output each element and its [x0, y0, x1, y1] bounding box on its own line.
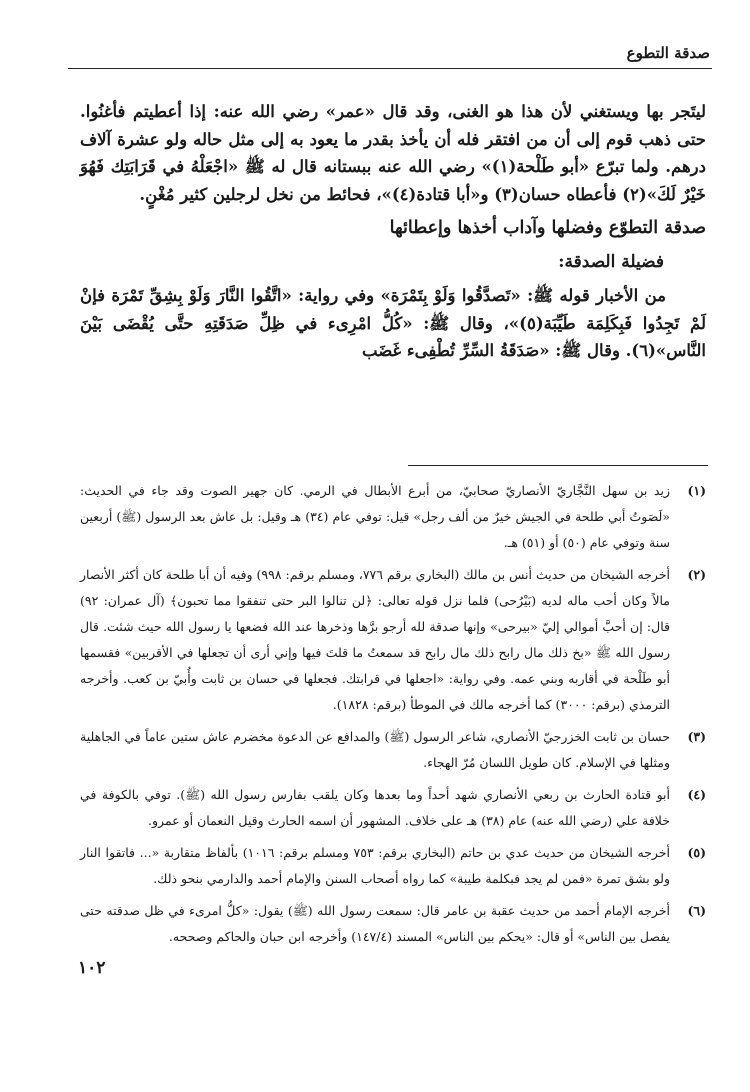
footnote-text: أخرجه الشيخان من حديث أنس بن مالك (البخاري برقم ٧٧٦، ومسلم برقم: ٩٩٨) وفيه أن أبا طلحة كان أكثر الأنصار مالاً وكان أحب ماله لديه (بَيْرُحى) فلما نزل قوله تعالى: ﴿لن تنالوا البر حتى تنفقوا مما تحبون﴾ (آل عمران: ٩٢) قال: إن أحبَّ أموالي إليّ «بيرحى» وإنها صدقة لله أرجو برَّها وذخرها عند الله فضعها يا رسول الله حيث شئت. قال رسول الله ﷺ «بخ ذلك مال رابح ذلك مال رابح قد سمعتُ ما قلتَ فيها وإني أرى أن تجعلها في الأقربين» فقسمها أبو طَلْحة في أقاربه وبني عمه. وفي رواية: «اجعلها في قرابتك. فجعلها في حسان بن ثابت وأُبيّ بن كعب. وأخرجه الترمذي (برقم: ٣٠٠٠) كما أخرجه مالك في الموطأ (برقم: ١٨٢٨).: [80, 567, 670, 712]
main-text: [80, 98, 706, 365]
footnote-number: (٥): [687, 845, 706, 860]
footnote-number: (١): [687, 483, 706, 498]
running-head: صدقة التطوع: [626, 44, 710, 62]
footnote-number: (٣): [687, 729, 706, 744]
footnote-number: (٦): [687, 903, 706, 918]
footnote-text: أخرجه الإمام أحمد من حديث عقبة بن عامر قال: سمعت رسول الله (ﷺ) يقول: «كلُّ امرىء في ظل صدقته حتى يفصل بين الناس» أو قال: «يحكم بين الناس» المسند (١٤٧/٤) وأخرجه ابن حبان والحاكم وصححه.: [80, 903, 670, 944]
footnote-number: (٢): [687, 567, 706, 582]
footnote: [80, 840, 706, 892]
footnote-rule: [408, 465, 708, 466]
intro-paragraph: ليتَجر بها ويستغني لأن هذا هو الغنى، وقد قال «عمر» رضي الله عنه: إذا أعطيتم فأغنُوا. حتى ذهب قوم إلى أن من افتقر فله أن يأخذ بقدر ما يعود به إلى مثل حاله ولو عشرة آلاف درهم. ولما تبرّع «أبو طَلْحة(١)» رضي الله عنه ببستانه قال له ﷺ «اجْعَلْهُ في قَرَابَتِك فَهُوَ خَيْرٌ لَكَ»(٢) فأعطاه حسان(٣) و«أبا قتادة(٤)»، فحائط من نخل لرجلين كثير مُغْنٍ.: [80, 102, 706, 204]
footnote: [80, 478, 706, 556]
footnote: [80, 782, 706, 834]
footnote: [80, 562, 706, 718]
virtue-paragraph: من الأخبار قوله ﷺ: «تَصدَّقُوا وَلَوْ بِتَمْرَة» وفي رواية: «اتَّقُوا النَّارَ وَلَوْ بِشِقِّ تَمْرَة فإنْ لَمْ تَجِدُوا فَبِكَلِمَة طَيِّبَة(٥)»، وقال ﷺ: «كُلُّ امْرِىء في ظِلِّ صَدَقَتِهِ حتَّى يُقْضَى بَيْنَ النَّاس»(٦). وقال ﷺ: «صَدَقَةُ السِّرِّ تُطْفِىء غَضَب: [80, 286, 706, 360]
footnote: [80, 898, 706, 950]
footnote-text: أخرجه الشيخان من حديث عدي بن حاتم (البخاري برقم: ٧٥٣ ومسلم برقم: ١٠١٦) بألفاظ متقاربة «... فاتقوا النار ولو بشق تمرة «فمن لم يجد فبكلمة طيبة» كما رواه أصحاب السنن والإمام أحمد والدارمي بنحو ذلك.: [80, 845, 670, 886]
footnote-text: أبو قتادة الحارث بن ربعي الأنصاري شهد أحداً وما بعدها وكان يلقب بفارس رسول الله (ﷺ). توفي بالكوفة في خلافة علي (رضي الله عنه) عام (٣٨) هـ على خلاف. المشهور أن اسمه الحارث وقيل النعمان أو عمرو.: [80, 787, 670, 828]
page-number: ١٠٢: [78, 958, 106, 978]
footnote-text: حسان بن ثابت الخزرجيّ الأنصاري، شاعر الرسول (ﷺ) والمدافع عن الدعوة مخضرم عاش ستين عاماً في الجاهلية ومثلها في الإسلام. كان طويل اللسان مُرّ الهجاء.: [80, 729, 670, 770]
footnotes: [80, 478, 706, 956]
footnote-text: زيد بن سهل النَّجَّاريّ الأنصاريّ صحابيّ، من أبرع الأبطال في الرمي. كان جهير الصوت وقد جاء في الحديث: «لَصَوتُ أبي طلحة في الجيش خيرٌ من ألف رجل» قيل: توفي عام (٣٤) هـ وقيل: بل عاش بعد الرسول (ﷺ) أربعين سنة وتوفي عام (٥٠) أو (٥١) هـ.: [80, 483, 670, 550]
footnote-number: (٤): [687, 787, 706, 802]
footnote: [80, 724, 706, 776]
header-rule: [68, 68, 712, 69]
subheading: فضيلة الصدقة:: [558, 252, 664, 272]
section-heading: صدقة التطوّع وفضلها وآداب أخذها وإعطائها: [389, 218, 706, 238]
